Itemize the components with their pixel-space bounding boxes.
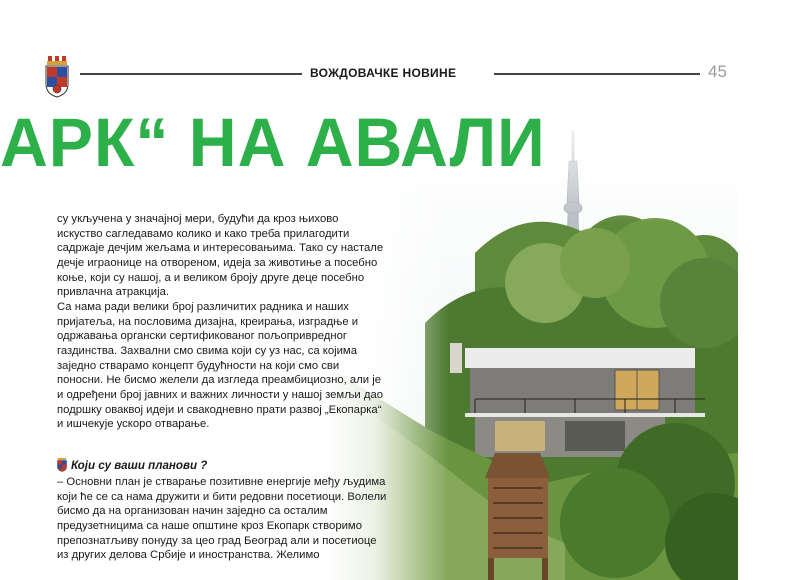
municipality-crest-icon xyxy=(57,458,67,472)
article-headline: АРК“ НА АВАЛИ xyxy=(0,104,546,181)
answer-text: – Основни план је стварање позитивне енергије међу људима који ће се са нама дружити и бити редовни посетиоци. Волели бисмо да на организован начин заједно са осталим предузетницима са наше општине кроз Екопарк створимо препознатљиву понуду за цео град Београд али и посетиоце из других делова Србије и иностранства. Желимо xyxy=(57,476,387,562)
body-paragraph: су укључена у значајној мери, будући да кроз њихово искуство сагледавамо колико и како треба прилагодити садржаје дечјим жељама и интересовањима. Тако су настале дечје играонице на отвореном, идеја за животиње а посебно коње, који су нашој, а и великом броју друге деце посебно привлачна атракција. xyxy=(57,213,384,299)
question-text: Који су ваши планови ? xyxy=(71,458,208,472)
municipality-crest-icon xyxy=(44,56,70,98)
publication-name: ВОЖДОВАЧКЕ НОВИНЕ xyxy=(310,66,457,80)
header-rule-left xyxy=(80,73,302,75)
question-line xyxy=(57,458,387,472)
page-number: 45 xyxy=(708,62,727,81)
header-rule-right xyxy=(494,73,700,75)
interview-question-block xyxy=(57,458,387,563)
article-body xyxy=(57,212,387,432)
body-paragraph: Са нама ради велики број различитих радника и наших пријатеља, на пословима дизајна, креирања, изградње и одржавања органски сертификованог пољопривредног газдинства. Захвални смо свима који су уз нас, са којима заједно стварамо концепт будућности на који смо сви поносни. Не бисмо желели да изгледа преамбициозно, али је и одређени број јавних и важних личности у нашој земљи дао подршку оваквој идеји и свакодневно прати развој „Екопарка“ и ишчекује ускоро отварање. xyxy=(57,300,384,431)
